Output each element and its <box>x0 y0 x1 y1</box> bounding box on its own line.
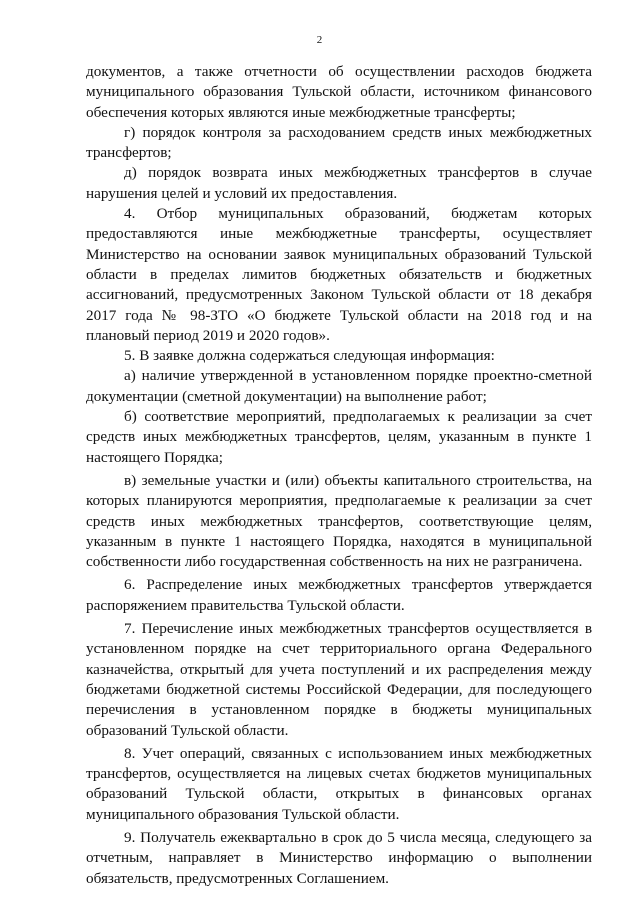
paragraph-6: 6. Распределение иных межбюджетных трансфертов утверждается распоряжением правительства Тульской области. <box>86 576 592 614</box>
paragraph-5b: б) соответствие мероприятий, предполагаемых к реализации за счет средств иных межбюджетных трансфертов, целям, указанным в пункте 1 настоящего Порядка; <box>86 408 592 466</box>
paragraph-g: г) порядок контроля за расходованием средств иных межбюджетных трансфертов; <box>86 123 592 162</box>
paragraph-continuation: документов, а также отчетности об осуществлении расходов бюджета муниципального образования Тульской области, источником финансового обеспечения которых являются иные межбюджетные трансферты; <box>86 63 592 121</box>
paragraph-7: 7. Перечисление иных межбюджетных трансфертов осуществляется в установленном порядке на счет территориального органа Федерального казначейства, открытый для учета поступлений и их распределения между бюджетами бюджетной системы Российской Федерации, для последующего перечисления в установленном порядке в бюджеты муниципальных образований Тульской области. <box>86 620 592 739</box>
paragraph-d: д) порядок возврата иных межбюджетных трансфертов в случае нарушения целей и условий их предоставления. <box>86 164 592 202</box>
document-body <box>86 62 592 889</box>
paragraph-5a: а) наличие утвержденной в установленном порядке проектно-сметной документации (сметной документации) на выполнение работ; <box>86 367 592 405</box>
paragraph-9: 9. Получатель ежеквартально в срок до 5 числа месяца, следующего за отчетным, направляет в Министерство информацию о выполнении обязательств, предусмотренных Соглашением. <box>86 828 592 887</box>
paragraph-5: 5. В заявке должна содержаться следующая информация: <box>124 347 495 365</box>
paragraph-5v: в) земельные участки и (или) объекты капитального строительства, на которых планируются мероприятия, предполагаемые к реализации за счет средств иных межбюджетных трансфертов, соответствующие целям, указанным в пункте 1 настоящего Порядка, находятся в муниципальной собственности либо государственная собственность на них не разграничена. <box>86 471 592 571</box>
paragraph-4: 4. Отбор муниципальных образований, бюджетам которых предоставляются иные межбюджетные трансферты, осуществляет Министерство на основании заявок муниципальных образований Тульской области в пределах лимитов бюджетных обязательств и бюджетных ассигнований, предусмотренных Законом Тульской области от 18 декабря 2017 года № 98-ЗТО «О бюджете Тульской области на 2018 год и на плановый период 2019 и 2020 годов». <box>86 205 592 344</box>
page-number: 2 <box>316 34 323 46</box>
paragraph-8: 8. Учет операций, связанных с использованием иных межбюджетных трансфертов, осуществляется на лицевых счетах бюджетов муниципальных образований Тульской области, открытых в финансовых органах муниципального образования Тульской области. <box>86 744 592 823</box>
